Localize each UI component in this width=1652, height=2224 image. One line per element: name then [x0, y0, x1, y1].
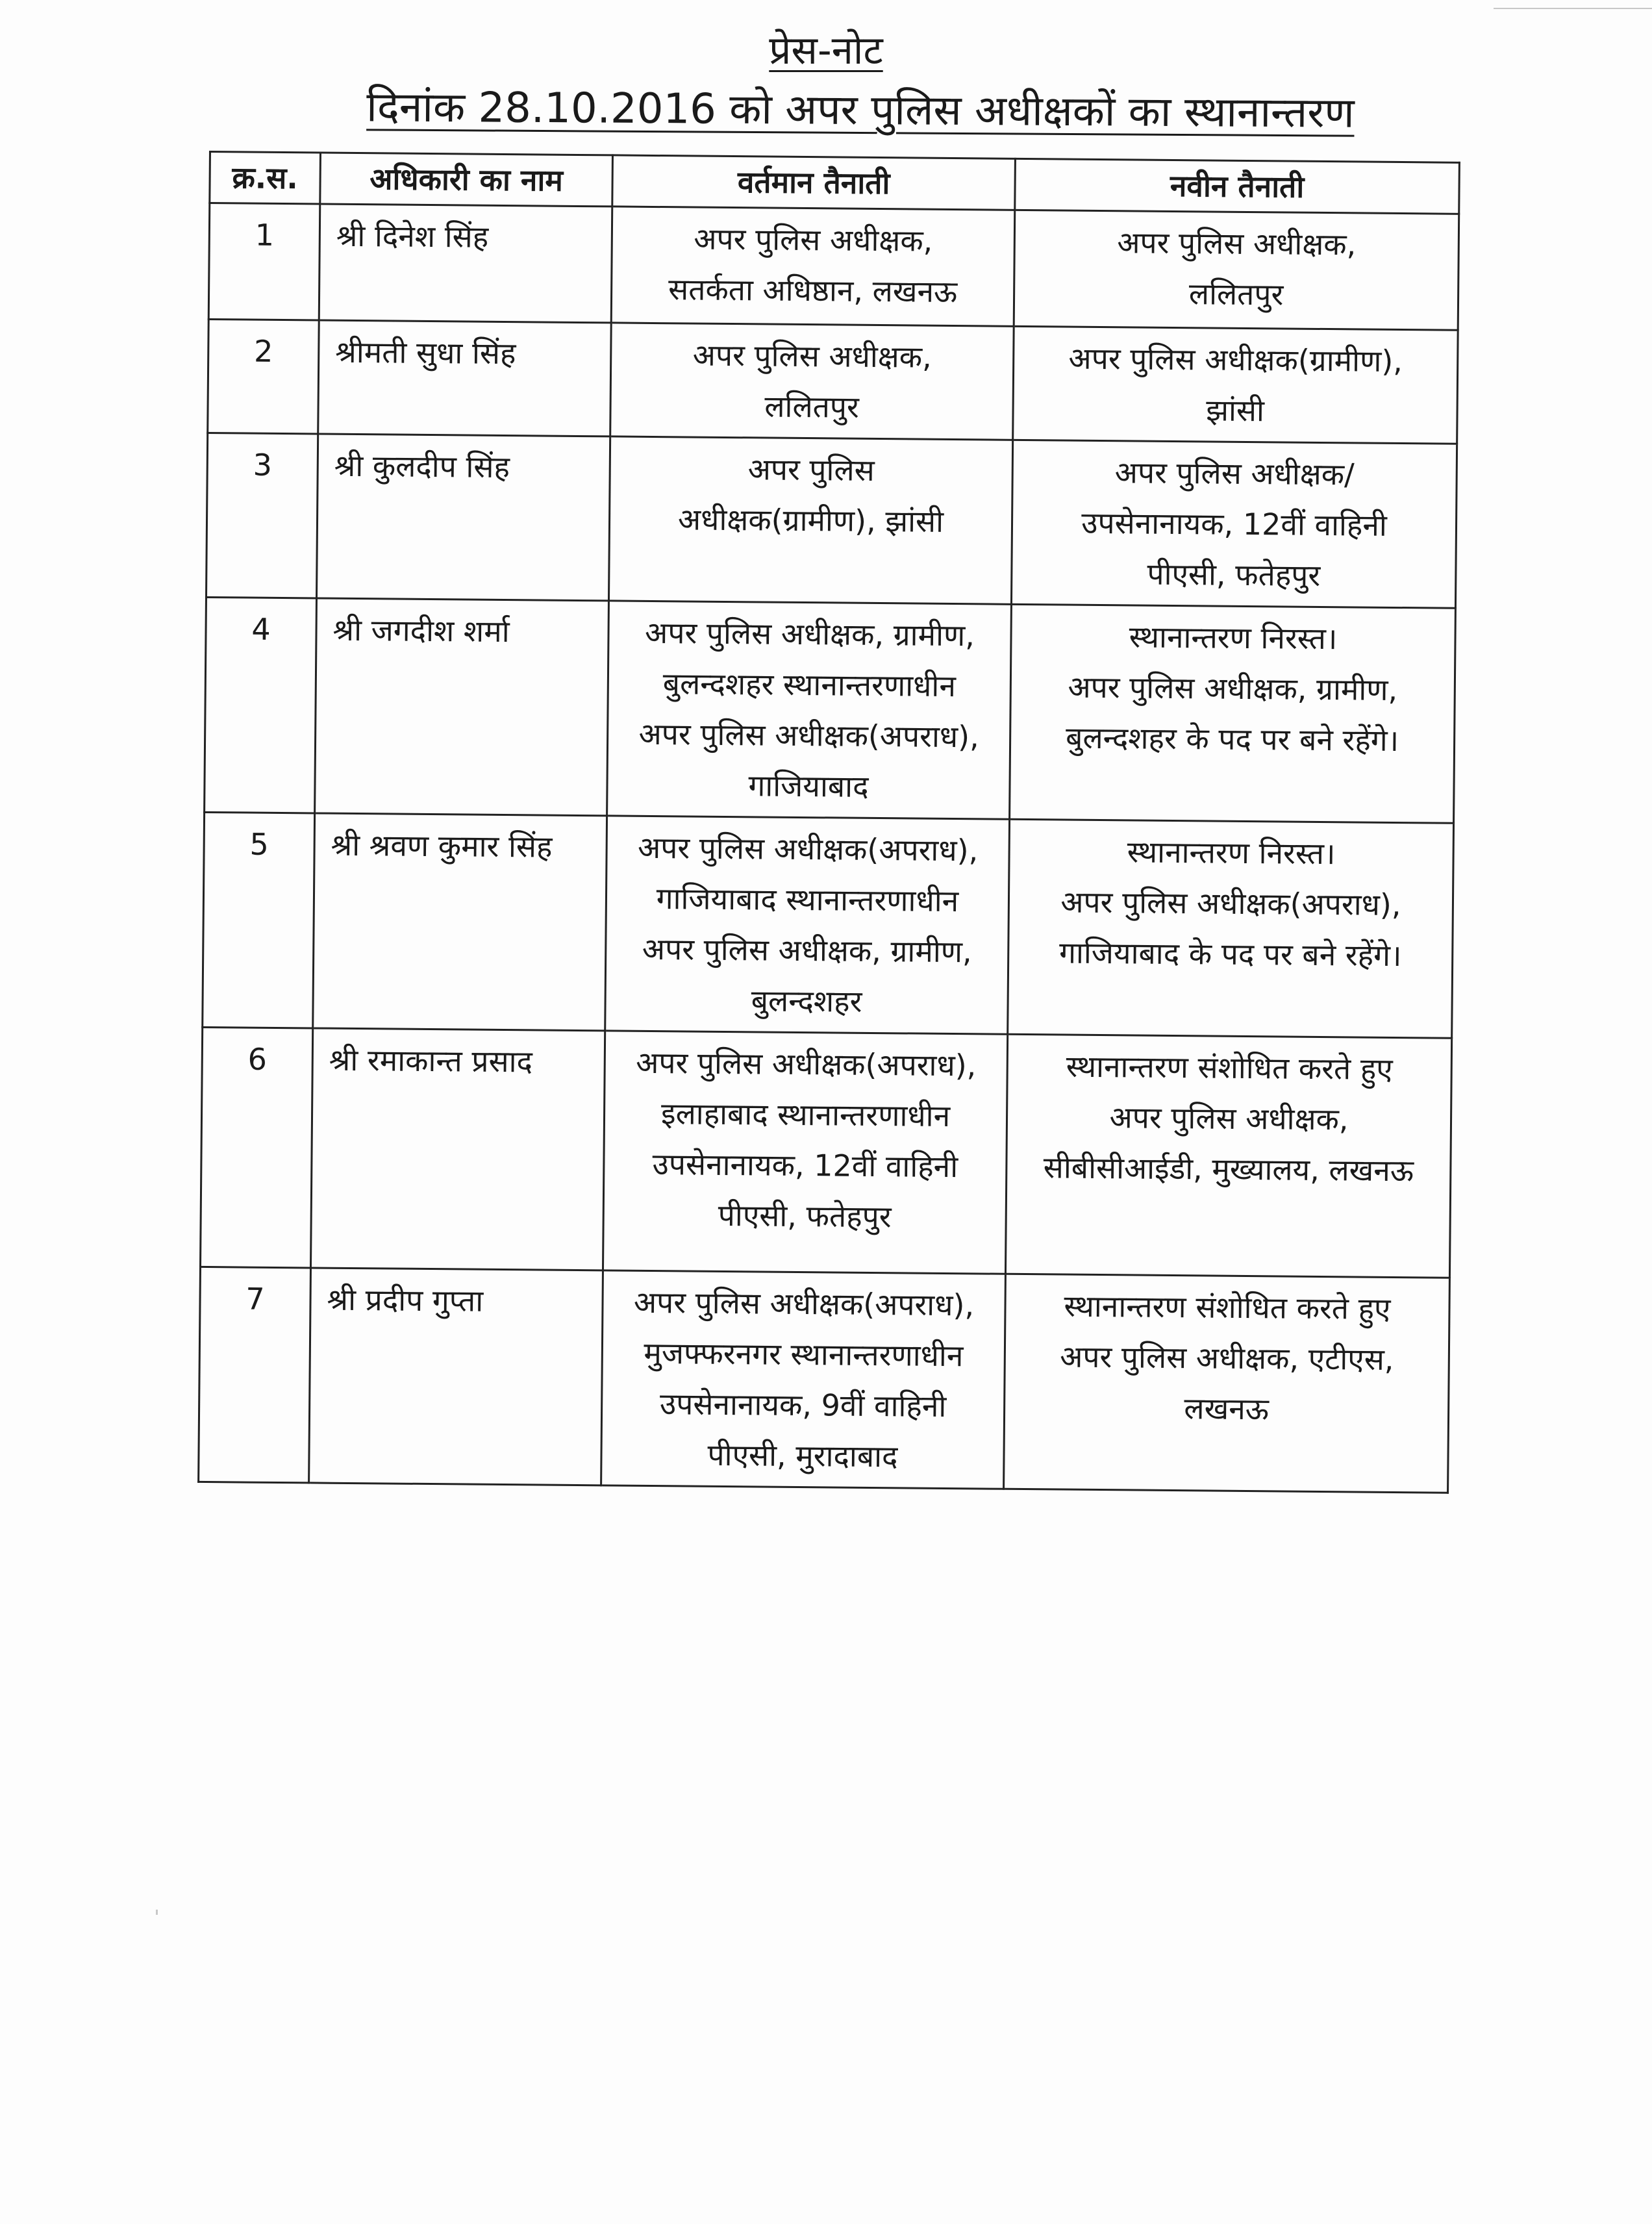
- current-posting-line: अपर पुलिस अधीक्षक(अपराध),: [637, 829, 979, 868]
- current-posting-line: अपर पुलिस अधीक्षक(अपराध),: [635, 1044, 977, 1083]
- current-posting-cell: [603, 1031, 1007, 1274]
- new-posting-line: गाजियाबाद के पद पर बने रहेंगे।: [1058, 935, 1402, 974]
- table-row: [206, 433, 1457, 608]
- new-posting-line: अपर पुलिस अधीक्षक(ग्रामीण),: [1068, 340, 1403, 379]
- new-posting-line: स्थानान्तरण संशोधित करते हुए: [1066, 1048, 1393, 1087]
- current-posting-line: सतर्कता अधिष्ठान, लखनऊ: [668, 272, 958, 310]
- new-posting-line: लखनऊ: [1184, 1391, 1270, 1427]
- new-posting-line: अपर पुलिस अधीक्षक, एटीएस,: [1059, 1339, 1394, 1377]
- current-posting-line: बुलन्दशहर: [751, 983, 862, 1019]
- officer-name-cell: श्री जगदीश शर्मा: [315, 598, 609, 816]
- table-row: [205, 597, 1456, 823]
- document-subtitle: [325, 76, 1397, 145]
- current-posting-line: गाजियाबाद स्थानान्तरणाधीन: [656, 881, 959, 919]
- new-posting-cell: [1014, 210, 1459, 330]
- subtitle-text: दिनांक 28.10.2016 को अपर पुलिस अधीक्षकों का स्थानान्तरण: [366, 83, 1355, 138]
- new-posting-line: उपसेनानायक, 12वीं वाहिनी: [1081, 505, 1388, 543]
- table-row: [203, 812, 1454, 1038]
- current-posting-cell: [601, 1270, 1006, 1489]
- current-posting-line: अपर पुलिस अधीक्षक,: [692, 337, 932, 375]
- new-posting-cell: [1013, 326, 1458, 444]
- officer-name-cell: श्री कुलदीप सिंह: [316, 434, 610, 601]
- current-posting-cell: [611, 207, 1015, 326]
- new-posting-line: स्थानान्तरण संशोधित करते हुए: [1064, 1288, 1391, 1326]
- new-posting-cell: [1010, 604, 1456, 823]
- table-row: [208, 203, 1458, 331]
- current-posting-line: अपर पुलिस अधीक्षक, ग्रामीण,: [644, 614, 975, 653]
- transfer-table-wrapper: [197, 151, 1458, 1494]
- current-posting-line: बुलन्दशहर स्थानान्तरणाधीन: [662, 666, 957, 704]
- new-posting-line: बुलन्दशहर के पद पर बने रहेंगे।: [1065, 720, 1399, 759]
- current-posting-line: अपर पुलिस: [747, 451, 875, 488]
- table-row: [201, 1027, 1452, 1278]
- transfer-table: [197, 151, 1460, 1494]
- title-text: प्रेस-नोट: [769, 28, 883, 73]
- new-posting-cell: [1005, 1034, 1451, 1278]
- current-posting-line: मुजफ्फरनगर स्थानान्तरणाधीन: [644, 1335, 964, 1374]
- current-posting-line: पीएसी, मुरादाबाद: [707, 1437, 898, 1474]
- current-posting-line: पीएसी, फतेहपुर: [718, 1197, 892, 1235]
- new-posting-line: अपर पुलिस अधीक्षक,: [1117, 225, 1357, 262]
- current-posting-cell: [607, 601, 1012, 819]
- officer-name-cell: श्री प्रदीप गुप्ता: [309, 1268, 603, 1485]
- new-posting-line: अपर पुलिस अधीक्षक/: [1114, 455, 1355, 492]
- header-serial: क्र.स.: [210, 152, 321, 204]
- table-row: [208, 320, 1458, 444]
- current-posting-cell: [610, 323, 1014, 440]
- header-officer-name: अधिकारी का नाम: [320, 153, 613, 207]
- table-row: [199, 1267, 1450, 1493]
- scan-edge-line: [1494, 8, 1652, 9]
- current-posting-line: उपसेनानायक, 12वीं वाहिनी: [652, 1146, 958, 1185]
- officer-name-cell: श्रीमती सुधा सिंह: [318, 320, 612, 436]
- current-posting-line: उपसेनानायक, 9वीं वाहिनी: [659, 1386, 947, 1424]
- serial-cell: 2: [208, 320, 319, 434]
- serial-cell: 4: [205, 597, 317, 813]
- serial-cell: 6: [201, 1027, 313, 1267]
- new-posting-line: पीएसी, फतेहपुर: [1147, 556, 1321, 593]
- officer-name-cell: श्री श्रवण कुमार सिंह: [313, 813, 607, 1031]
- current-posting-cell: [605, 816, 1010, 1034]
- new-posting-line: अपर पुलिस अधीक्षक,: [1109, 1100, 1349, 1137]
- serial-cell: 5: [203, 812, 315, 1028]
- new-posting-cell: [1004, 1274, 1450, 1493]
- new-posting-line: ललितपुर: [1188, 276, 1284, 312]
- current-posting-line: इलाहाबाद स्थानान्तरणाधीन: [660, 1096, 951, 1134]
- officer-name-cell: श्री दिनेश सिंह: [319, 204, 612, 323]
- new-posting-line: सीबीसीआईडी, मुख्यालय, लखनऊ: [1043, 1150, 1414, 1189]
- header-current-posting: वर्तमान तैनाती: [612, 155, 1016, 210]
- current-posting-line: अपर पुलिस अधीक्षक(अपराध),: [638, 716, 979, 755]
- serial-cell: 3: [206, 433, 318, 598]
- officer-name-cell: श्री रमाकान्त प्रसाद: [310, 1028, 605, 1270]
- current-posting-line: ललितपुर: [764, 388, 860, 425]
- header-new-posting: नवीन तैनाती: [1015, 158, 1460, 214]
- new-posting-line: अपर पुलिस अधीक्षक, ग्रामीण,: [1068, 669, 1398, 708]
- current-posting-line: अपर पुलिस अधीक्षक, ग्रामीण,: [642, 931, 972, 970]
- current-posting-cell: [608, 436, 1012, 604]
- scan-speck: [156, 1910, 158, 1915]
- new-posting-cell: [1008, 819, 1454, 1038]
- new-posting-line: स्थानान्तरण निरस्त।: [1127, 834, 1336, 872]
- new-posting-line: अपर पुलिस अधीक्षक(अपराध),: [1060, 884, 1401, 923]
- current-posting-line: अपर पुलिस अधीक्षक,: [694, 221, 933, 259]
- serial-cell: 1: [208, 203, 320, 320]
- new-posting-line: स्थानान्तरण निरस्त।: [1129, 619, 1338, 657]
- serial-cell: 7: [199, 1267, 311, 1482]
- current-posting-line: अपर पुलिस अधीक्षक(अपराध),: [633, 1284, 975, 1323]
- new-posting-cell: [1011, 440, 1457, 608]
- document-title: [0, 25, 1652, 77]
- current-posting-line: गाजियाबाद: [748, 768, 869, 804]
- current-posting-line: अधीक्षक(ग्रामीण), झांसी: [677, 501, 944, 539]
- new-posting-line: झांसी: [1205, 392, 1265, 429]
